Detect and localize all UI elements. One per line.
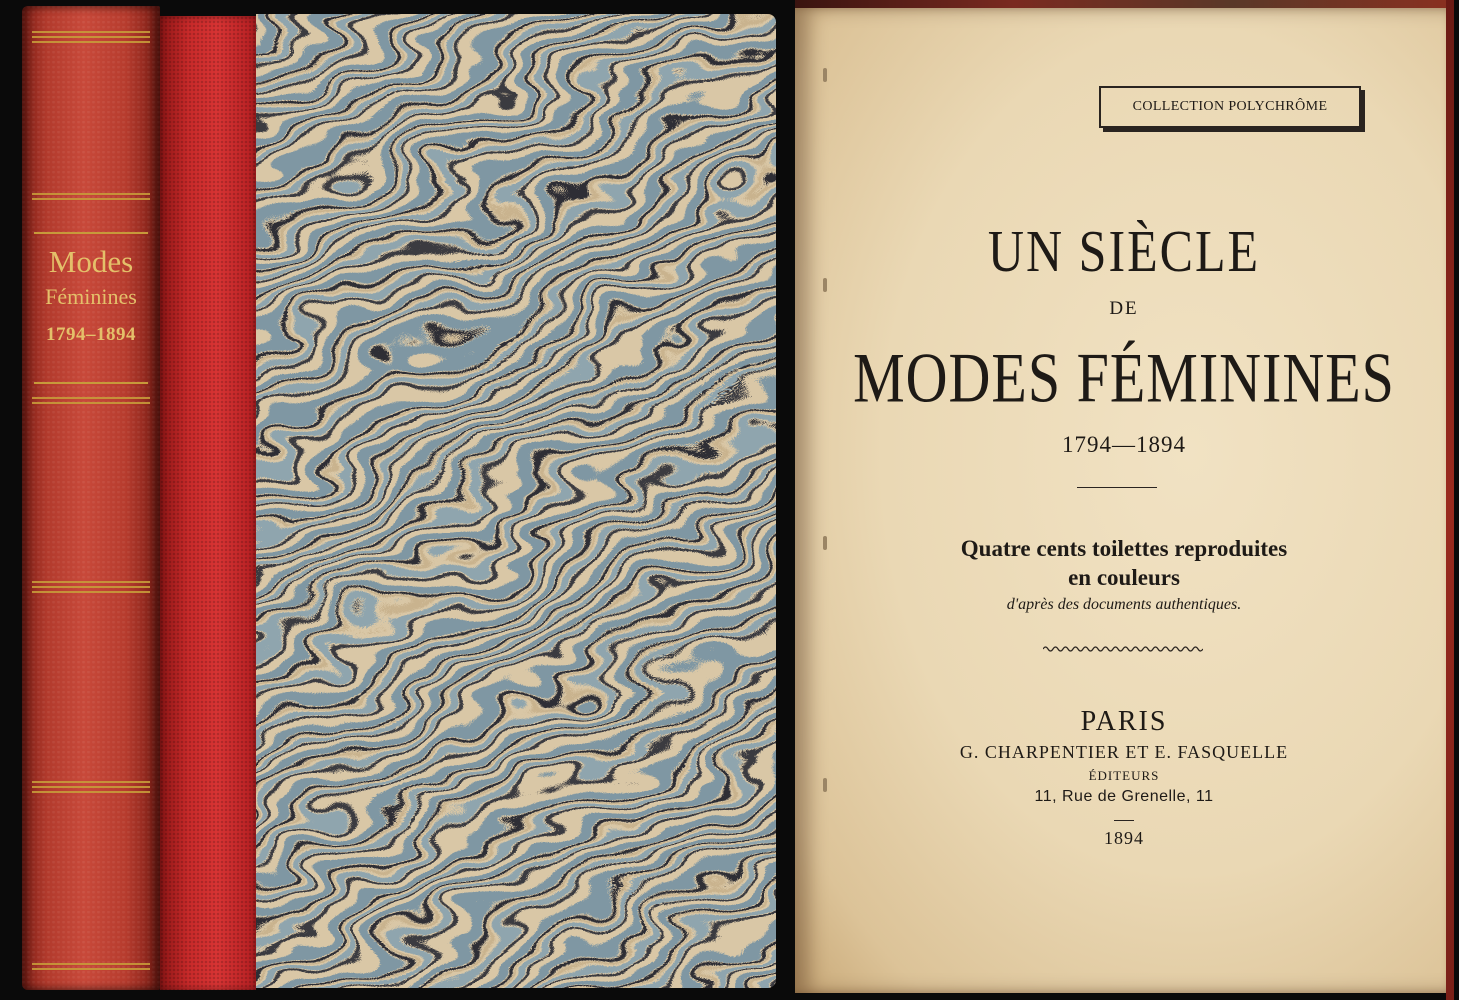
book-edge-right — [1446, 0, 1454, 1000]
publisher-address: 11, Rue de Grenelle, 11 — [1034, 788, 1214, 805]
spine-gilt-band — [32, 190, 150, 203]
spine-title-panel — [34, 232, 148, 384]
book-spine — [22, 6, 160, 990]
subtitle-line3: d'après des documents authentiques. — [1006, 596, 1242, 613]
red-leather-corner-strip — [160, 16, 256, 990]
wavy-ornament-rule — [1043, 644, 1203, 654]
subtitle-line1: Quatre cents toilettes reproduites — [960, 536, 1288, 561]
spine-title-years: 1794–1894 — [46, 324, 136, 345]
spine-gilt-band — [32, 394, 150, 407]
subtitle-line2: en couleurs — [1068, 565, 1180, 590]
divider-rule-small — [1114, 820, 1134, 821]
spine-gilt-band — [32, 28, 150, 46]
spine-title-line1: Modes — [48, 244, 134, 279]
divider-rule — [1077, 487, 1157, 488]
publisher-name: G. CHARPENTIER ET E. FASQUELLE — [959, 742, 1289, 762]
book-binding — [22, 6, 780, 990]
title-line2: DE — [1109, 298, 1139, 319]
marbling-pattern — [256, 14, 776, 988]
title-line3: MODES FÉMININES — [853, 337, 1395, 418]
binding-stitch — [823, 68, 827, 82]
publisher-role: ÉDITEURS — [1088, 768, 1160, 783]
title-line1: UN SIÈCLE — [987, 217, 1261, 285]
collection-label: COLLECTION POLYCHRÔME — [1099, 86, 1361, 128]
spine-gilt-band — [32, 960, 150, 973]
publication-year: 1894 — [1104, 828, 1144, 848]
spine-title-line2: Féminines — [45, 284, 137, 309]
publisher-city: PARIS — [1080, 706, 1168, 737]
marbled-paper-cover — [256, 14, 776, 988]
spine-gilt-band — [32, 578, 150, 596]
spine-gilt-band — [32, 778, 150, 796]
title-years: 1794—1894 — [1062, 432, 1186, 457]
title-page — [795, 8, 1453, 993]
